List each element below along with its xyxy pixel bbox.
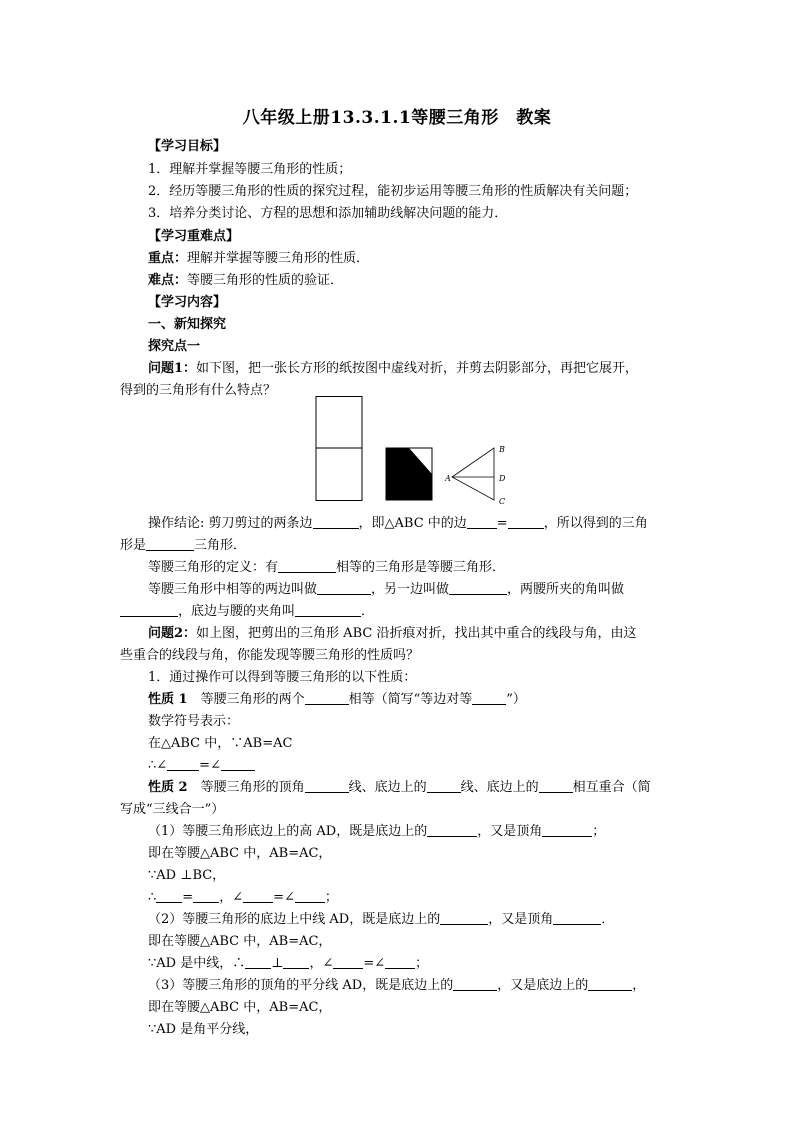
text: ⊥ bbox=[271, 956, 284, 971]
condition-line: 在△ABC 中，∵AB=AC bbox=[148, 736, 293, 751]
label-a: A bbox=[445, 474, 451, 483]
text: 三角形． bbox=[194, 538, 247, 553]
difficulty-text: 等腰三角形的性质的验证． bbox=[187, 273, 344, 288]
text: ， bbox=[632, 978, 646, 993]
property2-line bbox=[148, 778, 651, 798]
keypoint-line bbox=[148, 249, 369, 269]
fill-blank[interactable] bbox=[508, 515, 544, 529]
property1-label: 性质 1 bbox=[148, 692, 188, 707]
text: = bbox=[496, 516, 508, 531]
question2-line2: 些重合的线段与角，你能发现等腰三角形的性质吗？ bbox=[120, 648, 420, 663]
text: （1）等腰三角形底边上的高 AD，既是底边上的 bbox=[148, 824, 428, 839]
statement1-line bbox=[148, 822, 605, 842]
keypoint-label: 重点： bbox=[148, 251, 188, 266]
item1-line: 1．通过操作可以得到等腰三角形的以下性质： bbox=[148, 670, 417, 685]
goal-item: 3．培养分类讨论、方程的思想和添加辅助线解决问题的能力． bbox=[148, 206, 508, 221]
keypoints-heading: 【学习重难点】 bbox=[148, 229, 240, 244]
fill-blank[interactable] bbox=[440, 911, 488, 925]
text: ，又是顶角 bbox=[477, 824, 543, 839]
statement2-conclusion bbox=[148, 954, 428, 974]
text: ，底边与腰的夹角叫 bbox=[178, 604, 296, 619]
fill-blank[interactable] bbox=[317, 581, 371, 595]
statement3-line bbox=[148, 976, 645, 996]
text: =∠ bbox=[199, 758, 221, 773]
text: ”） bbox=[506, 692, 526, 707]
text: ； bbox=[415, 956, 429, 971]
fill-blank[interactable] bbox=[467, 515, 497, 529]
text: （3）等腰三角形的顶角的平分线 AD，既是底边上的 bbox=[148, 978, 454, 993]
explore-heading: 探究点一 bbox=[148, 339, 201, 354]
question2-line bbox=[148, 624, 636, 644]
text: =∠ bbox=[273, 890, 295, 905]
text: 等腰三角形的定义：有 bbox=[148, 560, 279, 575]
text: ，∠ bbox=[309, 956, 334, 971]
label-c: C bbox=[499, 497, 506, 506]
difficulty-line bbox=[148, 271, 343, 291]
text: （2）等腰三角形的底边上中线 AD，既是底边上的 bbox=[148, 912, 441, 927]
operation-conclusion-line2 bbox=[120, 536, 246, 556]
text: ，∠ bbox=[219, 890, 244, 905]
property1-line bbox=[148, 690, 526, 710]
fill-blank[interactable] bbox=[427, 779, 461, 793]
fill-blank[interactable] bbox=[553, 911, 601, 925]
math-symbol-line: 数学符号表示： bbox=[148, 714, 240, 729]
fill-blank[interactable] bbox=[588, 977, 632, 991]
fill-blank[interactable] bbox=[313, 515, 359, 529]
fill-blank[interactable] bbox=[295, 889, 325, 903]
text: ∴ bbox=[148, 890, 157, 905]
fill-blank[interactable] bbox=[542, 823, 592, 837]
document-title: 八年级上册13.3.1.1等腰三角形 教案 bbox=[242, 108, 552, 128]
statement2-line bbox=[148, 910, 614, 930]
text: 相互重合（简 bbox=[572, 780, 651, 795]
fill-blank[interactable] bbox=[146, 537, 194, 551]
text: ，又是底边上的 bbox=[497, 978, 589, 993]
text: 线、底边上的 bbox=[460, 780, 539, 795]
text: 等腰三角形的顶角 bbox=[200, 780, 305, 795]
fill-blank[interactable] bbox=[295, 603, 361, 617]
fill-blank[interactable] bbox=[243, 889, 273, 903]
fill-blank[interactable] bbox=[245, 955, 271, 969]
question2-text: 如上图，把剪出的三角形 ABC 沿折痕对折，找出其中重合的线段与角，由这 bbox=[196, 626, 637, 641]
folding-figure bbox=[300, 390, 530, 510]
text: 操作结论: 剪刀剪过的两条边 bbox=[148, 516, 313, 531]
text: 相等的三角形是等腰三角形． bbox=[336, 560, 506, 575]
text: =∠ bbox=[363, 956, 386, 971]
definition-line bbox=[148, 558, 505, 578]
label-d: D bbox=[499, 474, 506, 483]
property2-label: 性质 2 bbox=[148, 780, 188, 795]
fill-blank[interactable] bbox=[193, 889, 219, 903]
content-heading: 【学习内容】 bbox=[148, 295, 227, 310]
fill-blank[interactable] bbox=[449, 581, 507, 595]
question1-line2: 得到的三角形有什么特点？ bbox=[120, 383, 277, 398]
fill-blank[interactable] bbox=[221, 757, 255, 771]
text: ，两腰所夹的角叫做 bbox=[507, 582, 625, 597]
fill-blank[interactable] bbox=[427, 823, 477, 837]
fill-blank[interactable] bbox=[385, 955, 415, 969]
text: ； bbox=[324, 890, 338, 905]
fill-blank[interactable] bbox=[305, 691, 349, 705]
operation-conclusion-line bbox=[148, 514, 648, 534]
question1-text: 如下图，把一张长方形的纸按图中虚线对折，并剪去阴影部分，再把它展开， bbox=[196, 361, 639, 376]
fill-blank[interactable] bbox=[472, 691, 506, 705]
fill-blank[interactable] bbox=[156, 889, 182, 903]
question1-label: 问题1： bbox=[148, 361, 197, 376]
text: ，即△ABC 中的边 bbox=[358, 516, 467, 531]
statement1-condition: ∵AD ⊥BC， bbox=[148, 868, 226, 883]
statement3-iso: 即在等腰△ABC 中，AB=AC， bbox=[148, 1000, 332, 1015]
goals-heading: 【学习目标】 bbox=[148, 139, 227, 154]
text: ，所以得到的三角 bbox=[543, 516, 648, 531]
statement1-iso: 即在等腰△ABC 中，AB=AC， bbox=[148, 846, 332, 861]
goal-item: 2．经历等腰三角形的性质的探究过程，能初步运用等腰三角形的性质解决有关问题； bbox=[148, 184, 638, 199]
fill-blank[interactable] bbox=[539, 779, 573, 793]
question2-label: 问题2： bbox=[148, 626, 197, 641]
conclusion-line bbox=[148, 756, 255, 776]
text: = bbox=[182, 890, 194, 905]
section-heading: 一、新知探究 bbox=[148, 317, 227, 332]
label-b: B bbox=[499, 445, 505, 454]
fill-blank[interactable] bbox=[333, 955, 363, 969]
text: ，另一边叫做 bbox=[371, 582, 450, 597]
text: 线、底边上的 bbox=[348, 780, 427, 795]
question1-line bbox=[148, 359, 638, 379]
fill-blank[interactable] bbox=[120, 603, 178, 617]
fill-blank[interactable] bbox=[305, 779, 349, 793]
keypoint-text: 理解并掌握等腰三角形的性质． bbox=[187, 251, 370, 266]
statement3-condition: ∵AD 是角平分线， bbox=[148, 1022, 259, 1037]
goal-item: 1．理解并掌握等腰三角形的性质； bbox=[148, 162, 352, 177]
text: ． bbox=[361, 604, 375, 619]
text: ； bbox=[592, 824, 606, 839]
text: 形是 bbox=[120, 538, 147, 553]
text: 等腰三角形中相等的两边叫做 bbox=[148, 582, 318, 597]
property2-line2: 写成“三线合一”） bbox=[120, 802, 225, 817]
difficulty-label: 难点： bbox=[148, 273, 188, 288]
text: ，又是顶角 bbox=[488, 912, 554, 927]
text: ． bbox=[601, 912, 615, 927]
text: ∴∠ bbox=[148, 758, 168, 773]
text: 相等（简写“等边对等 bbox=[348, 692, 473, 707]
parts-line2 bbox=[120, 602, 374, 622]
fill-blank[interactable] bbox=[278, 559, 336, 573]
fill-blank[interactable] bbox=[453, 977, 497, 991]
triangle-abc bbox=[452, 448, 494, 500]
text: 等腰三角形的两个 bbox=[200, 692, 305, 707]
fill-blank[interactable] bbox=[283, 955, 309, 969]
parts-line bbox=[148, 580, 624, 600]
fill-blank[interactable] bbox=[167, 757, 199, 771]
text: ∵AD 是中线，∴ bbox=[148, 956, 246, 971]
statement2-iso: 即在等腰△ABC 中，AB=AC， bbox=[148, 934, 332, 949]
statement1-conclusion bbox=[148, 888, 338, 908]
